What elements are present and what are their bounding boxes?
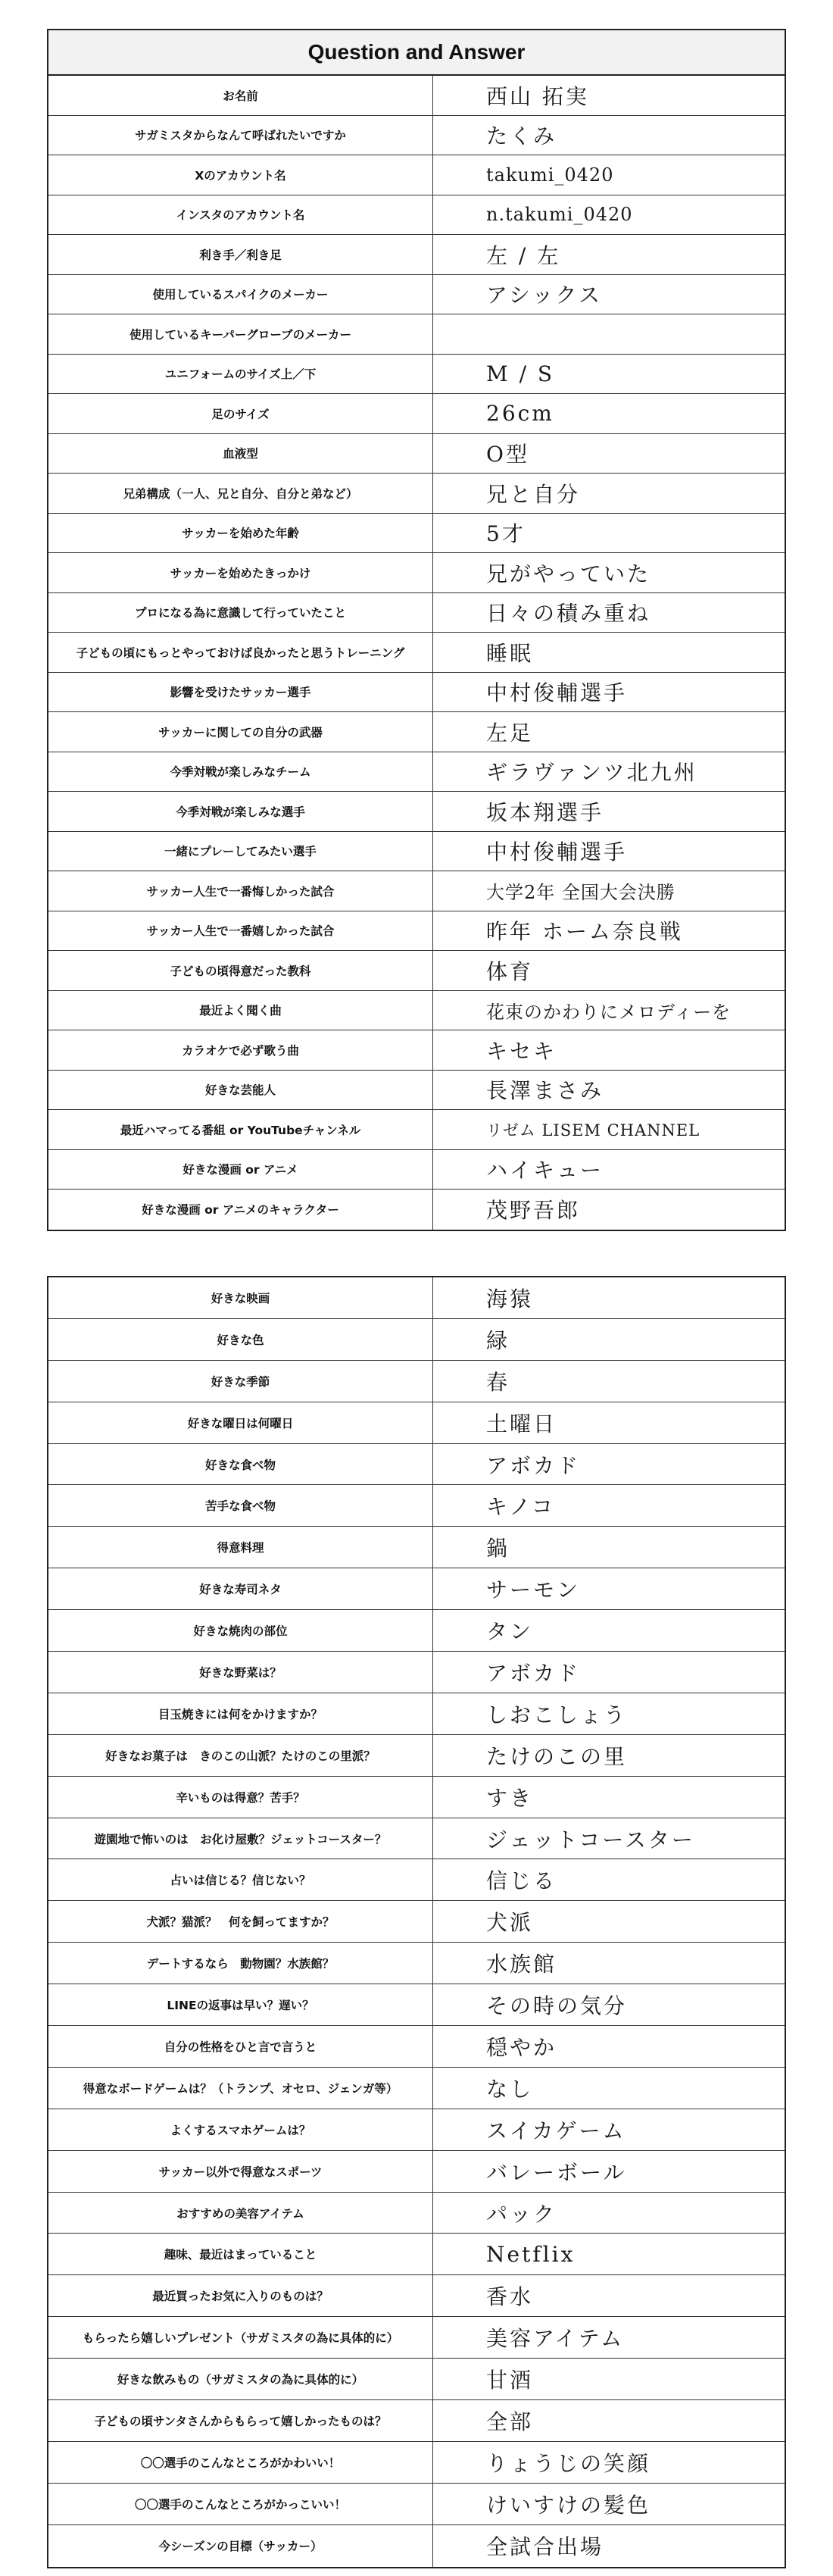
question-label: 好きな漫画 or アニメのキャラクター <box>48 1190 433 1230</box>
qa-row <box>48 1150 785 1190</box>
answer-value: たくみ <box>486 123 557 149</box>
answer-value: 左 / 左 <box>486 242 561 268</box>
question-label: 好きな季節 <box>48 1361 433 1402</box>
qa-row <box>48 673 785 713</box>
question-label: サッカー以外で得意なスポーツ <box>48 2151 433 2192</box>
question-label: おすすめの美容アイテム <box>48 2193 433 2234</box>
answer-value: リゼム LISEM CHANNEL <box>486 1121 700 1140</box>
question-label: 今シーズンの目標（サッカー） <box>48 2525 433 2567</box>
answer-value: タン <box>486 1619 534 1645</box>
qa-row <box>48 1693 785 1735</box>
question-label: 最近ハマってる番組 or YouTubeチャンネル <box>48 1110 433 1149</box>
answer-value <box>433 314 785 354</box>
question-label: 苦手な食べ物 <box>48 1485 433 1526</box>
qa-row <box>48 1110 785 1150</box>
qa-table-1 <box>48 76 785 1230</box>
answer-value: 緑 <box>486 1327 510 1353</box>
answer-value: りょうじの笑顔 <box>486 2450 651 2476</box>
qa-row <box>48 155 785 195</box>
question-label: 自分の性格をひと言で言うと <box>48 2026 433 2067</box>
qa-row <box>48 1818 785 1860</box>
qa-row <box>48 2109 785 2151</box>
qa-row <box>48 1777 785 1818</box>
question-label: 好きな寿司ネタ <box>48 1568 433 1609</box>
qa-row <box>48 2317 785 2359</box>
answer-value: 体育 <box>486 958 534 984</box>
answer-value: 日々の積み重ね <box>486 601 651 627</box>
answer-value: 甘酒 <box>486 2368 534 2393</box>
question-label: 趣味、最近はまっていること <box>48 2234 433 2274</box>
question-label: デートするなら 動物園？水族館？ <box>48 1943 433 1984</box>
answer-value: 春 <box>486 1369 510 1395</box>
qa-row <box>48 633 785 673</box>
answer-value: ジェットコースター <box>486 1827 695 1852</box>
question-label: 目玉焼きには何をかけますか？ <box>48 1693 433 1734</box>
qa-row <box>48 1485 785 1527</box>
answer-value: しおこしょう <box>486 1702 628 1727</box>
qa-row <box>48 2275 785 2317</box>
qa-row <box>48 1361 785 1402</box>
answer-value: なし <box>486 2076 534 2102</box>
qa-row <box>48 1901 785 1943</box>
question-label: 好きな色 <box>48 1319 433 1360</box>
question-label: 今季対戦が楽しみなチーム <box>48 752 433 792</box>
answer-value: 西山 拓実 <box>486 83 589 109</box>
answer-value: Netflix <box>486 2241 576 2267</box>
question-label: 足のサイズ <box>48 394 433 433</box>
question-label: サッカーに関しての自分の武器 <box>48 712 433 752</box>
answer-value: キセキ <box>486 1038 557 1064</box>
question-label: ユニフォームのサイズ上／下 <box>48 355 433 394</box>
answer-value: 土曜日 <box>486 1411 557 1436</box>
question-label: 使用しているキーパーグローブのメーカー <box>48 314 433 354</box>
question-label: 辛いものは得意？苦手？ <box>48 1777 433 1818</box>
qa-row <box>48 2193 785 2234</box>
answer-value: 鍋 <box>486 1536 510 1562</box>
answer-value: 大学2年 全国大会決勝 <box>486 882 675 904</box>
answer-value: 茂野吾郎 <box>486 1198 581 1224</box>
qa-row <box>48 1652 785 1693</box>
question-label: 好きな映画 <box>48 1277 433 1318</box>
question-label: 子どもの頃にもっとやっておけば良かったと思うトレーニング <box>48 633 433 672</box>
sheet-title: Question and Answer <box>48 30 785 76</box>
qa-row <box>48 1943 785 1984</box>
qa-row <box>48 991 785 1031</box>
question-label: 子どもの頃得意だった教科 <box>48 951 433 990</box>
answer-value: アボカド <box>486 1660 581 1686</box>
answer-value: けいすけの髪色 <box>486 2492 651 2518</box>
answer-value: バレーボール <box>486 2159 627 2185</box>
answer-value: takumi_0420 <box>486 164 614 186</box>
qa-row <box>48 1859 785 1901</box>
qa-row <box>48 76 785 116</box>
answer-value: 左足 <box>486 720 534 746</box>
question-label: サッカーを始めたきっかけ <box>48 553 433 592</box>
answer-value: 兄がやっていた <box>486 561 651 586</box>
answer-value: 香水 <box>486 2284 534 2310</box>
answer-value: 信じる <box>486 1868 557 1894</box>
qa-row <box>48 314 785 355</box>
answer-value: たけのこの里 <box>486 1743 628 1769</box>
qa-row <box>48 792 785 832</box>
qa-row <box>48 951 785 991</box>
qa-row <box>48 1030 785 1071</box>
question-label: 好きな曜日は何曜日 <box>48 1402 433 1443</box>
qa-row <box>48 514 785 554</box>
qa-row <box>48 832 785 872</box>
answer-value: 26cm <box>486 401 554 427</box>
answer-value: 兄と自分 <box>486 481 581 507</box>
question-label: カラオケで必ず歌う曲 <box>48 1030 433 1070</box>
question-label: 影響を受けたサッカー選手 <box>48 673 433 712</box>
answer-value: サーモン <box>486 1577 581 1603</box>
qa-row <box>48 275 785 315</box>
answer-value: 水族館 <box>486 1952 557 1977</box>
qa-row <box>48 434 785 474</box>
answer-value: 昨年 ホーム奈良戦 <box>486 919 683 945</box>
question-label: 一緒にプレーしてみたい選手 <box>48 832 433 871</box>
qa-row <box>48 1444 785 1486</box>
answer-value: 坂本翔選手 <box>486 799 604 825</box>
question-label: よくするスマホゲームは？ <box>48 2109 433 2150</box>
qa-row <box>48 1319 785 1361</box>
qa-row <box>48 2026 785 2068</box>
qa-row <box>48 1610 785 1652</box>
question-label: 好きな漫画 or アニメ <box>48 1150 433 1190</box>
question-label: インスタのアカウント名 <box>48 195 433 235</box>
answer-value: その時の気分 <box>486 1993 628 2019</box>
question-label: お名前 <box>48 76 433 115</box>
qa-row <box>48 1984 785 2026</box>
qa-row <box>48 752 785 792</box>
answer-value: 犬派 <box>486 1910 534 1936</box>
answer-value: 穏やか <box>486 2034 557 2060</box>
qa-row <box>48 1071 785 1111</box>
qa-row <box>48 871 785 911</box>
answer-value: n.takumi_0420 <box>486 204 633 226</box>
question-label: 〇〇選手のこんなところがかわいい！ <box>48 2442 433 2483</box>
qa-row <box>48 474 785 514</box>
answer-value: 全試合出場 <box>486 2534 604 2560</box>
question-label: サッカー人生で一番悔しかった試合 <box>48 871 433 911</box>
answer-value: スイカゲーム <box>486 2118 626 2143</box>
answer-value: アシックス <box>486 283 603 308</box>
answer-value: 5才 <box>486 521 526 547</box>
qa-row <box>48 712 785 752</box>
question-label: 好きな芸能人 <box>48 1071 433 1110</box>
question-label: 犬派？猫派？ 何を飼ってますか？ <box>48 1901 433 1942</box>
qa-row <box>48 1277 785 1319</box>
question-label: 血液型 <box>48 434 433 474</box>
qa-row <box>48 2359 785 2400</box>
qa-table-2 <box>48 1277 785 2567</box>
answer-value: 睡眠 <box>486 640 534 666</box>
question-label: サガミスタからなんて呼ばれたいですか <box>48 116 433 155</box>
question-label: 遊園地で怖いのは お化け屋敷？ジェットコースター？ <box>48 1818 433 1859</box>
qa-row <box>48 1527 785 1568</box>
question-label: 今季対戦が楽しみな選手 <box>48 792 433 831</box>
qa-row <box>48 195 785 236</box>
question-label: 好きな飲みもの（サガミスタの為に具体的に） <box>48 2359 433 2399</box>
question-label: 最近よく聞く曲 <box>48 991 433 1030</box>
questionnaire-sheet-2 <box>47 1276 786 2568</box>
question-label: もらったら嬉しいプレゼント（サガミスタの為に具体的に） <box>48 2317 433 2358</box>
answer-value: キノコ <box>486 1494 556 1520</box>
qa-row <box>48 2484 785 2525</box>
qa-row <box>48 1190 785 1230</box>
answer-value: ギラヴァンツ北九州 <box>486 760 697 786</box>
answer-value: すき <box>486 1785 534 1811</box>
answer-value: アボカド <box>486 1452 581 1478</box>
answer-value: 中村俊輔選手 <box>486 680 628 706</box>
question-label: 兄弟構成（一人、兄と自分、自分と弟など） <box>48 474 433 513</box>
qa-row <box>48 2400 785 2442</box>
answer-value: 美容アイテム <box>486 2326 625 2352</box>
qa-row <box>48 116 785 156</box>
answer-value: 花束のかわりにメロディーを <box>486 1001 732 1023</box>
qa-row <box>48 2234 785 2275</box>
question-label: 好きな食べ物 <box>48 1444 433 1485</box>
question-label: 子どもの頃サンタさんからもらって嬉しかったものは？ <box>48 2400 433 2441</box>
answer-value: M / S <box>486 361 555 386</box>
question-label: 利き手／利き足 <box>48 235 433 274</box>
question-label: 〇〇選手のこんなところがかっこいい！ <box>48 2484 433 2524</box>
question-label: 好きなお菓子は きのこの山派？たけのこの里派？ <box>48 1735 433 1776</box>
question-label: Xのアカウント名 <box>48 155 433 195</box>
question-label: 得意料理 <box>48 1527 433 1568</box>
question-label: プロになる為に意識して行っていたこと <box>48 593 433 633</box>
answer-value: 長澤まさみ <box>486 1078 604 1104</box>
qa-row <box>48 1402 785 1444</box>
qa-row <box>48 394 785 434</box>
qa-row <box>48 1735 785 1777</box>
qa-row <box>48 2151 785 2193</box>
answer-value: 中村俊輔選手 <box>486 839 628 865</box>
question-label: サッカーを始めた年齢 <box>48 514 433 553</box>
question-label: 使用しているスパイクのメーカー <box>48 275 433 314</box>
question-label: サッカー人生で一番嬉しかった試合 <box>48 911 433 951</box>
question-label: 占いは信じる？信じない？ <box>48 1859 433 1900</box>
qa-row <box>48 553 785 593</box>
question-label: 最近買ったお気に入りのものは？ <box>48 2275 433 2316</box>
answer-value: O型 <box>486 442 529 467</box>
qa-row <box>48 355 785 395</box>
questionnaire-sheet-1 <box>47 29 786 1231</box>
answer-value: ハイキュー <box>486 1158 604 1183</box>
answer-value: 海猿 <box>486 1286 534 1311</box>
question-label: 好きな焼肉の部位 <box>48 1610 433 1651</box>
question-label: 得意なボードゲームは？（トランプ、オセロ、ジェンガ等） <box>48 2068 433 2109</box>
answer-value: 全部 <box>486 2409 534 2434</box>
question-label: LINEの返事は早い？遅い？ <box>48 1984 433 2025</box>
qa-row <box>48 2525 785 2567</box>
qa-row <box>48 235 785 275</box>
qa-row <box>48 911 785 952</box>
qa-row <box>48 2068 785 2109</box>
answer-value: パック <box>486 2201 557 2227</box>
qa-row <box>48 593 785 633</box>
qa-row <box>48 1568 785 1610</box>
qa-row <box>48 2442 785 2484</box>
question-label: 好きな野菜は？ <box>48 1652 433 1693</box>
